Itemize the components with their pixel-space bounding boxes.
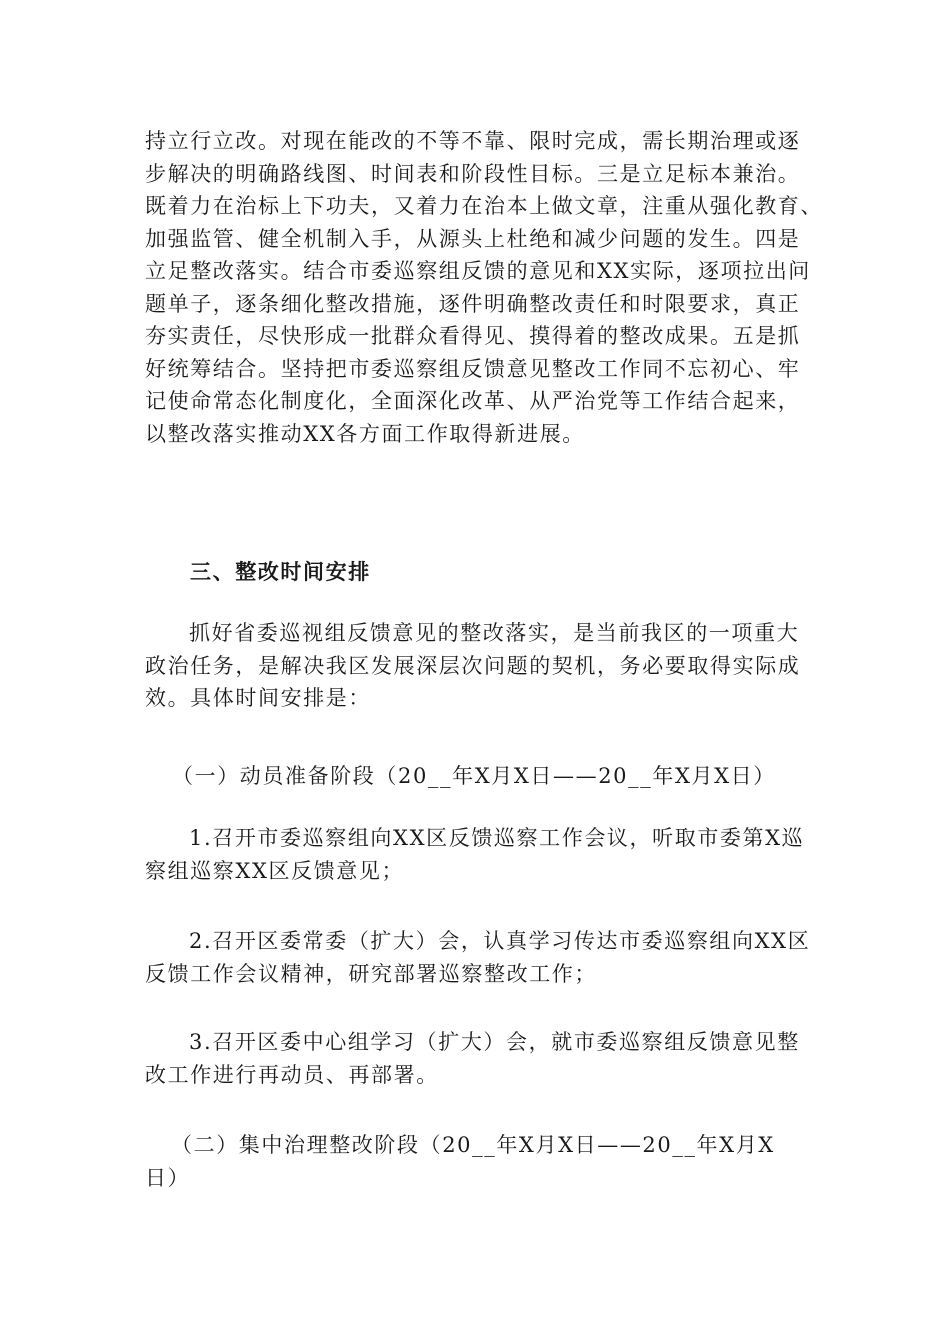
text-line: 好统筹结合。坚持把市委巡察组反馈意见整改工作同不忘初心、牢: [145, 356, 801, 381]
item1-paragraph: [145, 822, 805, 887]
text-line: 记使命常态化制度化，全面深化改革、从严治党等工作结合起来，: [145, 389, 801, 413]
text-line: 以整改落实推动XX各方面工作取得新进展。: [145, 421, 585, 446]
text-line: 抓好省委巡视组反馈意见的整改落实，是当前我区的一项重大: [189, 621, 800, 645]
text-line: 日）: [145, 1165, 191, 1190]
text-line: 立足整改落实。结合市委巡察组反馈的意见和XX实际，逐项拉出问: [145, 259, 811, 283]
text-line: 既着力在治标上下功夫，又着力在治本上做文章，注重从强化教育、: [145, 194, 823, 218]
text-line: 加强监管、健全机制入手，从源头上杜绝和减少问题的发生。四是: [145, 226, 801, 251]
text-line: 夯实责任，尽快形成一批群众看得见、摸得着的整改成果。五是抓: [145, 324, 801, 348]
text-line: 2.召开区委常委（扩大）会，认真学习传达市委巡察组向XX区: [189, 929, 811, 953]
text-line: （二）集中治理整改阶段（20__年X月X日——20__年X月X: [171, 1133, 775, 1157]
text-line: 改工作进行再动员、再部署。: [145, 1062, 439, 1087]
item3-paragraph: [145, 1026, 805, 1091]
heading-text: 三、整改时间安排: [190, 559, 371, 584]
text-line: 效。具体时间安排是：: [145, 686, 371, 710]
intro-paragraph: [145, 125, 823, 450]
text-line: 题单子，逐条细化整改措施，逐件明确整改责任和时限要求，真正: [145, 291, 801, 316]
text-line: 持立行立改。对现在能改的不等不靠、限时完成，需长期治理或逐: [145, 129, 801, 153]
stage2-paragraph: [145, 1129, 805, 1194]
text-line: 反馈工作会议精神，研究部署巡察整改工作；: [145, 961, 597, 986]
text-line: 1.召开市委巡察组向XX区反馈巡察工作会议，听取市委第X巡: [189, 826, 805, 850]
item2-paragraph: [145, 925, 811, 990]
text-line: 步解决的明确路线图、时间表和阶段性目标。三是立足标本兼治。: [145, 161, 801, 186]
text-line: 察组巡察XX区反馈意见；: [145, 858, 405, 883]
overview-paragraph: [145, 617, 805, 715]
section-heading: [190, 556, 850, 588]
text-line: （一）动员准备阶段（20__年X月X日——20__年X月X日）: [172, 764, 776, 788]
text-line: 政治任务，是解决我区发展深层次问题的契机，务必要取得实际成: [145, 653, 801, 678]
text-line: 3.召开区委中心组学习（扩大）会，就市委巡察组反馈意见整: [189, 1030, 800, 1054]
stage1-title: [172, 760, 832, 792]
